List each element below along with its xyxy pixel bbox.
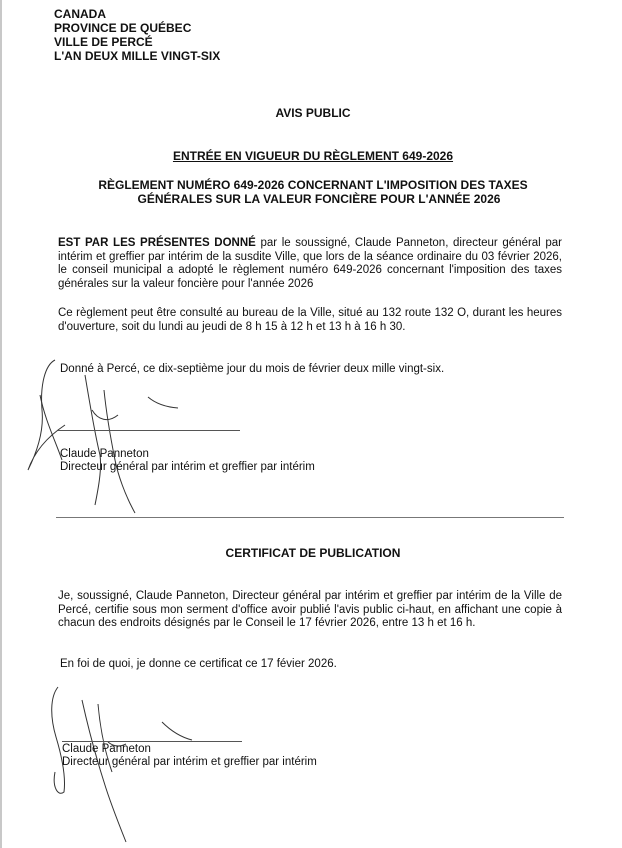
regulation-title-line2: GÉNÉRALES SUR LA VALEUR FONCIÈRE POUR L'ANNÉE 2026 (137, 192, 501, 206)
signature-line-1 (58, 430, 240, 431)
regulation-title-line1: RÈGLEMENT NUMÉRO 649-2026 CONCERNANT L'IMPOSITION DES TAXES (98, 178, 528, 192)
notice-paragraph-1 (58, 237, 562, 291)
signatory-title-1: Directeur général par intérim et greffier par intérim (60, 461, 315, 473)
signatory-title-2: Directeur général par intérim et greffier par intérim (62, 756, 317, 768)
notice-paragraph-1-text: par le soussigné, Claude Panneton, directeur général par intérim et greffier par intérim de la susdite Ville, que lors de la séance ordinaire du 03 février 2026, le conseil municipal a adopté le règlement numéro 649-2026 concernant l'imposition des taxes générales sur la valeur foncière pour l'année 2026 (58, 237, 562, 290)
notice-title: AVIS PUBLIC (275, 106, 351, 120)
signature-1-icon (0, 355, 250, 515)
signatory-name-2: Claude Panneton (62, 743, 151, 755)
notice-subtitle: ENTRÉE EN VIGUEUR DU RÈGLEMENT 649-2026 (172, 149, 454, 163)
header-city: VILLE DE PERCÉ (54, 35, 153, 49)
document-header (54, 7, 220, 63)
signature-line-2 (62, 741, 242, 742)
header-country: CANADA (54, 7, 106, 21)
notice-paragraph-1-bold: EST PAR LES PRÉSENTES DONNÉ (58, 237, 256, 249)
signatory-name-1: Claude Panneton (60, 448, 149, 460)
certificate-title: CERTIFICAT DE PUBLICATION (225, 546, 401, 560)
header-year: L'AN DEUX MILLE VINGT-SIX (54, 49, 221, 63)
section-divider (56, 517, 564, 518)
header-province: PROVINCE DE QUÉBEC (54, 21, 192, 35)
given-at-line: Donné à Percé, ce dix-septième jour du mois de février deux mille vingt-six. (60, 363, 445, 375)
certificate-paragraph-1: Je, soussigné, Claude Panneton, Directeur général par intérim et greffier par intérim de la Ville de Percé, certifie sous mon serment d'office avoir publié l'avis public ci-haut, en affichant une copie à chacun des endroits désignés par le Conseil le 17 février 2026, entre 13 h et 16 h. (58, 590, 562, 629)
notice-paragraph-2: Ce règlement peut être consulté au bureau de la Ville, situé au 132 route 132 O, durant les heures d'ouverture, soit du lundi au jeudi de 8 h 15 à 12 h et 13 h à 16 h 30. (58, 307, 562, 333)
certificate-paragraph-2: En foi de quoi, je donne ce certificat ce 17 févier 2026. (60, 658, 337, 670)
